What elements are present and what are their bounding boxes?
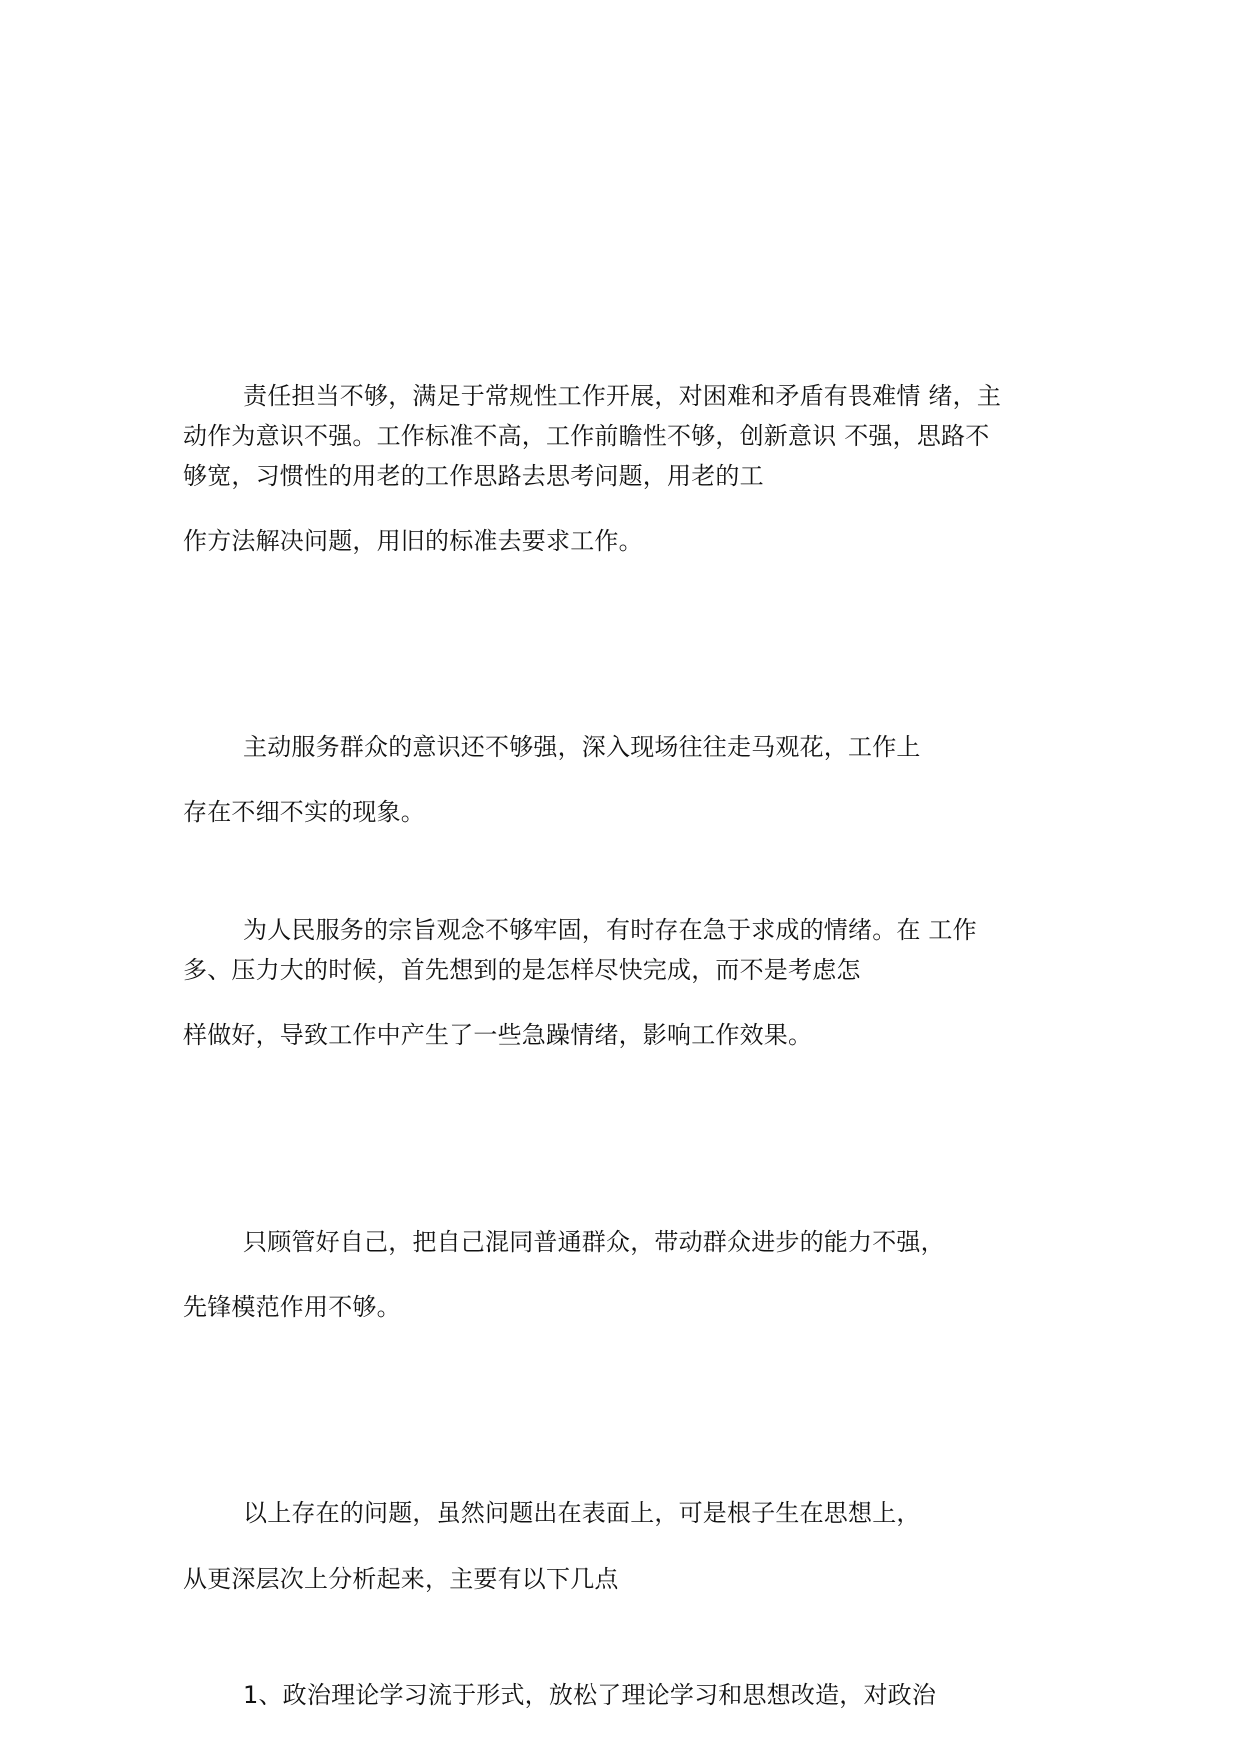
paragraph-3-line-1: 为人民服务的宗旨观念不够牢固，有时存在急于求成的情绪。在 工作 — [243, 916, 977, 944]
paragraph-1-line-3: 够宽，习惯性的用老的工作思路去思考问题，用老的工 — [183, 462, 764, 490]
paragraph-4-line-1: 只顾管好自己，把自己混同普通群众，带动群众进步的能力不强， — [243, 1228, 945, 1256]
paragraph-1-line-1: 责任担当不够，满足于常规性工作开展，对困难和矛盾有畏难情 绪，主 — [243, 382, 1002, 410]
paragraph-3-line-2: 多、压力大的时候，首先想到的是怎样尽快完成，而不是考虑怎 — [183, 956, 861, 984]
paragraph-6-line-1: 1、政治理论学习流于形式，放松了理论学习和思想改造，对政治 — [243, 1681, 937, 1709]
paragraph-2-line-1: 主动服务群众的意识还不够强，深入现场往往走马观花，工作上 — [243, 733, 921, 761]
paragraph-5-line-2: 从更深层次上分析起来，主要有以下几点 — [183, 1565, 619, 1593]
paragraph-2-line-2: 存在不细不实的现象。 — [183, 798, 425, 826]
paragraph-3-line-3: 样做好，导致工作中产生了一些急躁情绪，影响工作效果。 — [183, 1021, 813, 1049]
paragraph-1-line-4: 作方法解决问题，用旧的标准去要求工作。 — [183, 527, 643, 555]
paragraph-4-line-2: 先锋模范作用不够。 — [183, 1293, 401, 1321]
paragraph-1-line-2: 动作为意识不强。工作标准不高，工作前瞻性不够，创新意识 不强，思路不 — [183, 422, 990, 450]
paragraph-5-line-1: 以上存在的问题，虽然问题出在表面上，可是根子生在思想上， — [243, 1499, 921, 1527]
